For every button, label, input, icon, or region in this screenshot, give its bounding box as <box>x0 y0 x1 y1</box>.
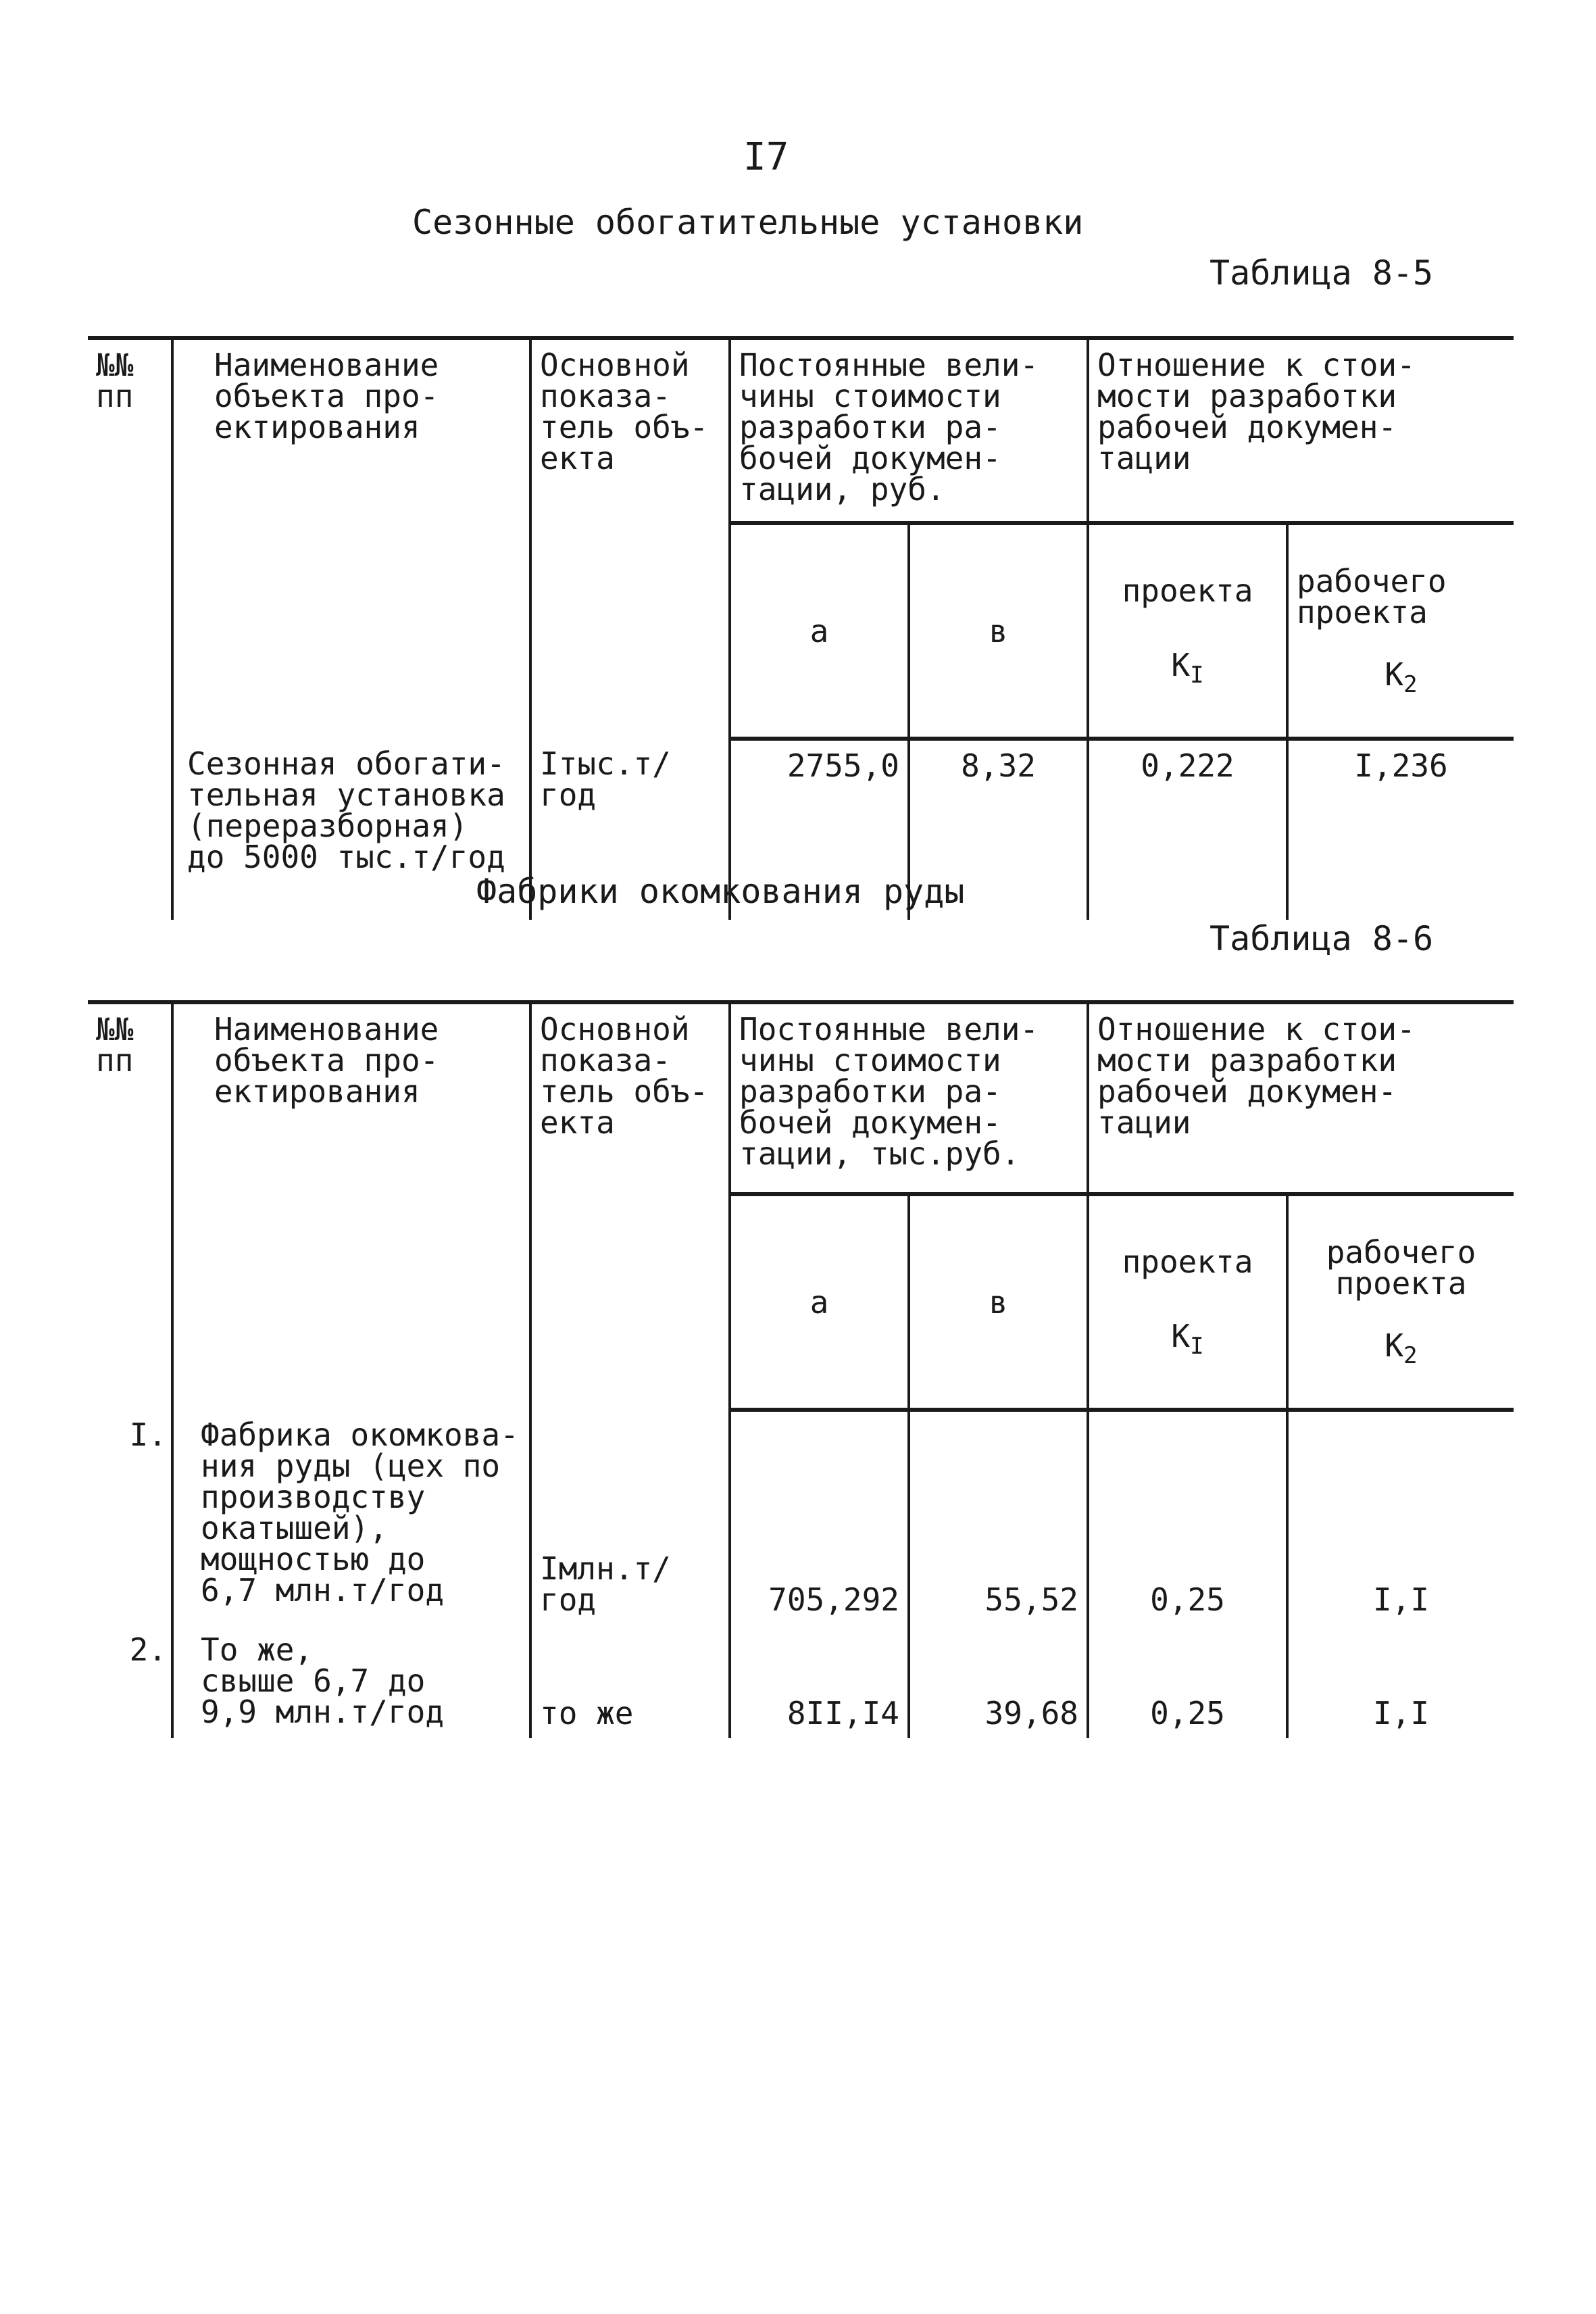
row-b: 39,68 <box>909 1625 1088 1738</box>
k2-subscript: 2 <box>1403 1342 1418 1369</box>
k2-subscript: 2 <box>1403 671 1418 698</box>
header-ratio: Отношение к стои- мости разработки рабочей докумен- тации <box>1088 1002 1514 1194</box>
k1-subscript: I <box>1190 662 1204 689</box>
page-number: I7 <box>743 135 789 179</box>
row-a: 705,292 <box>730 1410 909 1625</box>
table-8-5 <box>88 336 1514 920</box>
header-k1-label: проекта <box>1122 572 1253 609</box>
row-b: 55,52 <box>909 1410 1088 1625</box>
header-k1 <box>1088 1194 1287 1410</box>
header-k1 <box>1088 523 1287 739</box>
k2-symbol: К <box>1385 1327 1404 1364</box>
row-indicator: Iмлн.т/год <box>530 1410 730 1625</box>
header-row <box>88 338 1514 523</box>
row-a: 8II,I4 <box>730 1625 909 1738</box>
row-k1: 0,25 <box>1088 1410 1287 1625</box>
row-name: То же, свыше 6,7 до 9,9 млн.т/год <box>172 1625 530 1738</box>
header-k2-label: рабочего проекта <box>1297 563 1447 631</box>
header-indicator: Основной показа- тель объ- екта <box>530 338 730 739</box>
row-num: I. <box>88 1410 172 1625</box>
section-title-1: Сезонные обогатительные установки <box>412 203 1084 242</box>
header-k2-label: рабочего проекта <box>1326 1234 1476 1302</box>
k2-symbol: К <box>1385 656 1404 693</box>
row-num <box>88 739 172 920</box>
header-name: Наименование объекта про- ектирования <box>172 338 530 739</box>
row-k2: I,I <box>1287 1410 1514 1625</box>
table-row <box>88 1410 1514 1625</box>
table-label-2: Таблица 8-6 <box>1210 919 1434 958</box>
header-k2 <box>1287 523 1514 739</box>
header-row <box>88 1002 1514 1194</box>
k1-symbol: К <box>1171 647 1191 683</box>
section-title-2: Фабрики окомкования руды <box>476 872 965 911</box>
header-k1-label: проекта <box>1122 1244 1253 1280</box>
k1-symbol: К <box>1171 1318 1191 1354</box>
row-b: 8,32 <box>909 739 1088 920</box>
row-k1: 0,25 <box>1088 1625 1287 1738</box>
header-a: а <box>730 523 909 739</box>
table-label-1: Таблица 8-5 <box>1210 253 1434 293</box>
row-indicator: то же <box>530 1625 730 1738</box>
header-a: а <box>730 1194 909 1410</box>
row-k2: I,I <box>1287 1625 1514 1738</box>
row-num: 2. <box>88 1625 172 1738</box>
header-k2 <box>1287 1194 1514 1410</box>
row-k1: 0,222 <box>1088 739 1287 920</box>
header-num: №№ пп <box>88 1002 172 1410</box>
header-indicator: Основной показа- тель объ- екта <box>530 1002 730 1410</box>
row-name: Сезонная обогати- тельная установка (переразборная) до 5000 тыс.т/год <box>172 739 530 920</box>
header-ratio: Отношение к стои- мости разработки рабочей докумен- тации <box>1088 338 1514 523</box>
header-b: в <box>909 523 1088 739</box>
row-indicator: Iтыс.т/год <box>530 739 730 920</box>
row-a: 2755,0 <box>730 739 909 920</box>
header-const: Постоянные вели- чины стоимости разработки ра- бочей докумен- тации, тыс.руб. <box>730 1002 1088 1194</box>
header-b: в <box>909 1194 1088 1410</box>
row-name: Фабрика окомкова- ния руды (цех по производству окатышей), мощностью до 6,7 млн.т/год <box>172 1410 530 1625</box>
table-8-6 <box>88 1000 1514 1738</box>
row-k2: I,236 <box>1287 739 1514 920</box>
header-const: Постоянные вели- чины стоимости разработки ра- бочей докумен- тации, руб. <box>730 338 1088 523</box>
header-name: Наименование объекта про- ектирования <box>172 1002 530 1410</box>
header-num: №№ пп <box>88 338 172 739</box>
table-row <box>88 1625 1514 1738</box>
k1-subscript: I <box>1190 1333 1204 1360</box>
